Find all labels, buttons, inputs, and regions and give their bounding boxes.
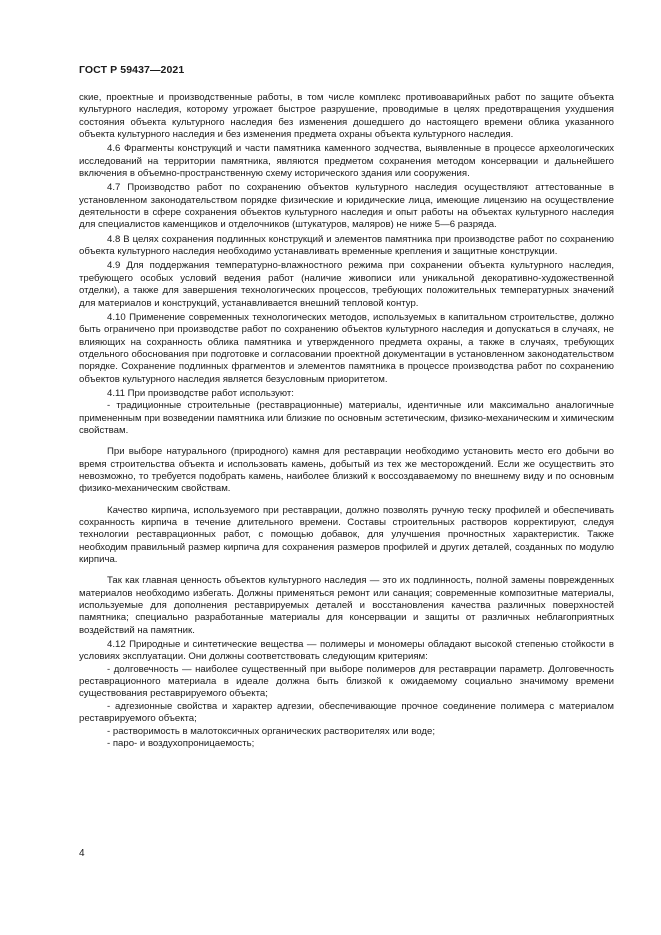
paragraph-4-11: 4.11 При производстве работ используют: xyxy=(107,387,294,399)
paragraph-4-8: 4.8 В целях сохранения подлинных конструкций и элементов памятника при производстве работ по сохранению объекта культурного наследия необходимо устанавливать временные крепления и защитные конструкции. xyxy=(79,233,614,258)
list-item-permeability: - паро- и воздухопроницаемость; xyxy=(107,737,255,749)
page-number: 4 xyxy=(79,848,85,859)
paragraph-natural-stone: При выборе натурального (природного) камня для реставрации необходимо установить место его добычи во время строительства объекта и использовать камень, добытый из тех же месторождений. Если же осуществить это невозможно, то требуется подобрать камень, наиболее близкий к воссоздаваемому по внешнему виду и по основным физико-механическим свойствам. xyxy=(79,446,614,495)
paragraph-4-9: 4.9 Для поддержания температурно-влажностного режима при сохранении объекта культурного наследия, требующего особых условий ведения работ (наличие живописи или уникальной декоративно-художественной отделки), а также для завершения технологических процессов, требующих положительных температурных значений для материалов и конструкций, устанавливается внешний тепловой контур. xyxy=(79,260,614,309)
paragraph-4-10: 4.10 Применение современных технологических методов, используемых в капитальном строительстве, должно быть ограничено при производстве работ по сохранению объектов культурного наследия и допускаться в случаях, не влияющих на сохранность облика памятника и утвержденного предмета охраны, а также в случаях, требующих отдельного обоснования при подготовке и согласовании проектной документации в установленном законодательством порядке. Сохранение подлинных фрагментов и элементов памятника в процессе производства работ по сохранению объектов культурного наследия является безусловным приоритетом. xyxy=(79,311,614,385)
list-item-adhesion: - адгезионные свойства и характер адгезии, обеспечивающие прочное соединение полимера с материалом реставрируемого объекта; xyxy=(79,700,614,725)
paragraph-4-6: 4.6 Фрагменты конструкций и части памятника каменного зодчества, выявленные в процессе археологических исследований на территории памятника, являются предметом сохранения методом консервации и дальнейшего включения в объемно-пространственную схему исторического здания или сооружения. xyxy=(79,143,614,180)
paragraph-brick-quality: Качество кирпича, используемого при реставрации, должно позволять ручную теску профилей и обеспечивать сохранность кирпича в течение длительного времени. Составы строительных растворов корректируют, следуя технологии реставрационных работ, с помощью добавок, для улучшения прочностных характеристик. Также необходим правильный размер кирпича для сохранения размеров профилей и других деталей, созданных по модулю кирпича. xyxy=(79,504,614,566)
list-item-traditional-materials: - традиционные строительные (реставрационные) материалы, идентичные или максимально аналогичные примененным при возведении памятника или близкие по основным эстетическим, физико-механическим и химическим свойствам. xyxy=(79,400,614,436)
paragraph-continued: ские, проектные и производственные работы, в том числе комплекс противоаварийных работ по защите объекта культурного наследия, которому угрожает быстрое разрушение, проводимые в целях предотвращения ухудшения состояния объекта культурного наследия без изменения дошедшего до настоящего времени облика указанного объекта культурного наследия и без изменения предмета охраны объекта культурного наследия. xyxy=(79,92,614,141)
paragraph-4-7: 4.7 Производство работ по сохранению объектов культурного наследия осуществляют аттестованные в установленном законодательством порядке физические и юридические лица, имеющие лицензию на осуществление деятельности в сфере сохранения объектов культурного наследия и опыт работы на объектах культурного наследия для специалистов каменщиков и отделочников (штукатуров, маляров) не ниже 5—6 разряда. xyxy=(79,182,614,231)
list-item-durability: - долговечность — наиболее существенный при выборе полимеров для реставрации параметр. Долговечность реставрационного материала в идеале должна быть близкой к ожидаемому социально значимому времени существования реставрируемого объекта; xyxy=(79,663,614,700)
paragraph-4-12: 4.12 Природные и синтетические вещества — полимеры и мономеры обладают высокой степенью стойкости в условиях эксплуатации. Они должны соответствовать следующим критериям: xyxy=(79,639,614,663)
document-header: ГОСТ Р 59437—2021 xyxy=(79,64,185,76)
document-body xyxy=(79,92,614,750)
paragraph-authenticity: Так как главная ценность объектов культурного наследия — это их подлинность, полной замены поврежденных материалов необходимо избегать. Должны применяться ремонт или санация; современные композитные материалы, используемые для дополнения реставрируемых деталей и восстановления качества различных поверхностей памятника; специально разработанные материалы для консервации и защиты от различных неблагоприятных воздействий на памятник. xyxy=(79,575,614,636)
list-item-solubility: - растворимость в малотоксичных органических растворителях или воде; xyxy=(107,725,436,737)
